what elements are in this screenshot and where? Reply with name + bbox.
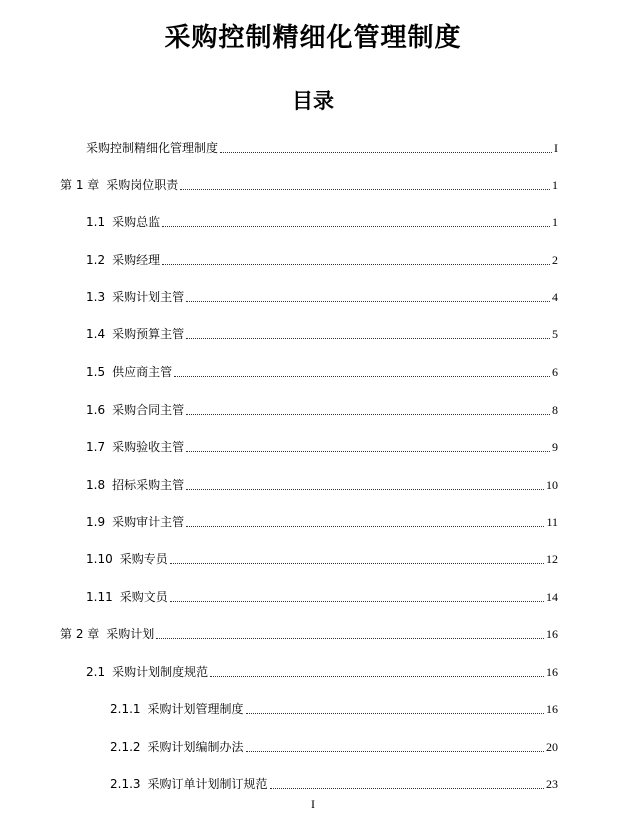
- dot-leader: [186, 300, 550, 302]
- toc-entry[interactable]: [86, 289, 558, 305]
- toc-entry-number: 1.8: [86, 478, 106, 492]
- toc-entry-label: 采购计划主管: [112, 290, 185, 304]
- toc-entry[interactable]: [86, 589, 558, 605]
- toc-entry-label: 采购计划管理制度: [147, 702, 244, 716]
- document-title: 采购控制精细化管理制度: [164, 23, 462, 53]
- toc-entry-page: 6: [552, 365, 558, 379]
- toc-entry[interactable]: [86, 551, 558, 567]
- toc-entry-page: 20: [546, 740, 558, 754]
- toc-entry[interactable]: [86, 402, 558, 418]
- toc-entry[interactable]: [86, 664, 558, 680]
- toc-entry-number: 1.9: [86, 515, 106, 529]
- toc-entry-label: 采购经理: [112, 253, 161, 267]
- toc-heading: 目录: [292, 89, 334, 113]
- dot-leader: [180, 188, 550, 190]
- toc-entry-page: 2: [552, 253, 558, 267]
- dot-leader: [162, 225, 550, 227]
- toc-entry-number: 1.4: [86, 327, 106, 341]
- toc-entry-label: 采购订单计划制订规范: [147, 777, 268, 791]
- toc-entry[interactable]: [86, 140, 558, 156]
- toc-entry-page: 16: [546, 665, 558, 679]
- dot-leader: [246, 750, 544, 752]
- toc-entry-page: 1: [552, 178, 558, 192]
- toc-entry[interactable]: [86, 252, 558, 268]
- dot-leader: [186, 488, 544, 490]
- dot-leader: [186, 525, 544, 527]
- toc-entry-page: 16: [546, 627, 558, 641]
- toc-entry[interactable]: [60, 626, 558, 642]
- toc-entry-number: 2.1.3: [110, 777, 141, 791]
- toc-entry[interactable]: [86, 477, 558, 493]
- toc-entry-number: 第 1 章: [60, 178, 100, 192]
- dot-leader: [270, 787, 544, 789]
- toc-entry-label: 采购验收主管: [112, 440, 185, 454]
- toc-entry-number: 2.1.2: [110, 740, 141, 754]
- dot-leader: [186, 413, 550, 415]
- toc-entry-page: 16: [546, 702, 558, 716]
- toc-entry-label: 供应商主管: [112, 365, 173, 379]
- toc-entry-page: 23: [546, 777, 558, 791]
- toc-entry-number: 1.11: [86, 590, 113, 604]
- dot-leader: [220, 151, 552, 153]
- dot-leader: [156, 637, 544, 639]
- toc-entry-page: 14: [546, 590, 558, 604]
- toc-entry[interactable]: [110, 776, 558, 792]
- toc-entry-label: 采购专员: [119, 552, 168, 566]
- toc-entry-label: 采购文员: [119, 590, 168, 604]
- dot-leader: [186, 450, 550, 452]
- toc-entry-label: 采购合同主管: [112, 403, 185, 417]
- toc-entry-number: 1.5: [86, 365, 106, 379]
- toc-entry[interactable]: [86, 439, 558, 455]
- toc-entry-page: 9: [552, 440, 558, 454]
- toc-entry[interactable]: [60, 177, 558, 193]
- toc-entry[interactable]: [86, 326, 558, 342]
- toc-entry-number: 1.3: [86, 290, 106, 304]
- toc-entry-page: 10: [546, 478, 558, 492]
- toc-entry-label: 采购计划制度规范: [112, 665, 209, 679]
- toc-entry-number: 1.6: [86, 403, 106, 417]
- toc-entry-page: 5: [552, 327, 558, 341]
- toc-entry-label: 采购控制精细化管理制度: [86, 141, 219, 155]
- dot-leader: [162, 263, 550, 265]
- toc-entry-page: 4: [552, 290, 558, 304]
- toc-entry[interactable]: [86, 364, 558, 380]
- toc-entry-page: 11: [546, 515, 558, 529]
- toc-entry-page: I: [554, 141, 558, 155]
- toc-entry-number: 1.7: [86, 440, 106, 454]
- toc-entry-number: 2.1.1: [110, 702, 141, 716]
- toc-entry-label: 招标采购主管: [112, 478, 185, 492]
- toc-entry-label: 采购总监: [112, 215, 161, 229]
- toc-entry-label: 采购审计主管: [112, 515, 185, 529]
- dot-leader: [186, 337, 550, 339]
- toc-entry-label: 采购岗位职责: [106, 178, 179, 192]
- toc-entry-page: 12: [546, 552, 558, 566]
- toc-entry-label: 采购预算主管: [112, 327, 185, 341]
- dot-leader: [170, 600, 544, 602]
- toc-entry-label: 采购计划: [106, 627, 155, 641]
- toc-entry-number: 第 2 章: [60, 627, 100, 641]
- toc-entry[interactable]: [86, 214, 558, 230]
- toc-entry[interactable]: [86, 514, 558, 530]
- toc-entry[interactable]: [110, 701, 558, 717]
- dot-leader: [170, 562, 544, 564]
- toc-entry-number: 2.1: [86, 665, 106, 679]
- toc-entry[interactable]: [110, 739, 558, 755]
- toc-entry-number: 1.2: [86, 253, 106, 267]
- toc-entry-page: 8: [552, 403, 558, 417]
- toc-entry-number: 1.1: [86, 215, 106, 229]
- dot-leader: [174, 375, 550, 377]
- toc-entry-number: 1.10: [86, 552, 113, 566]
- page-number-footer: I: [311, 797, 315, 811]
- dot-leader: [210, 675, 544, 677]
- dot-leader: [246, 712, 544, 714]
- toc-entry-page: 1: [552, 215, 558, 229]
- toc-entry-label: 采购计划编制办法: [147, 740, 244, 754]
